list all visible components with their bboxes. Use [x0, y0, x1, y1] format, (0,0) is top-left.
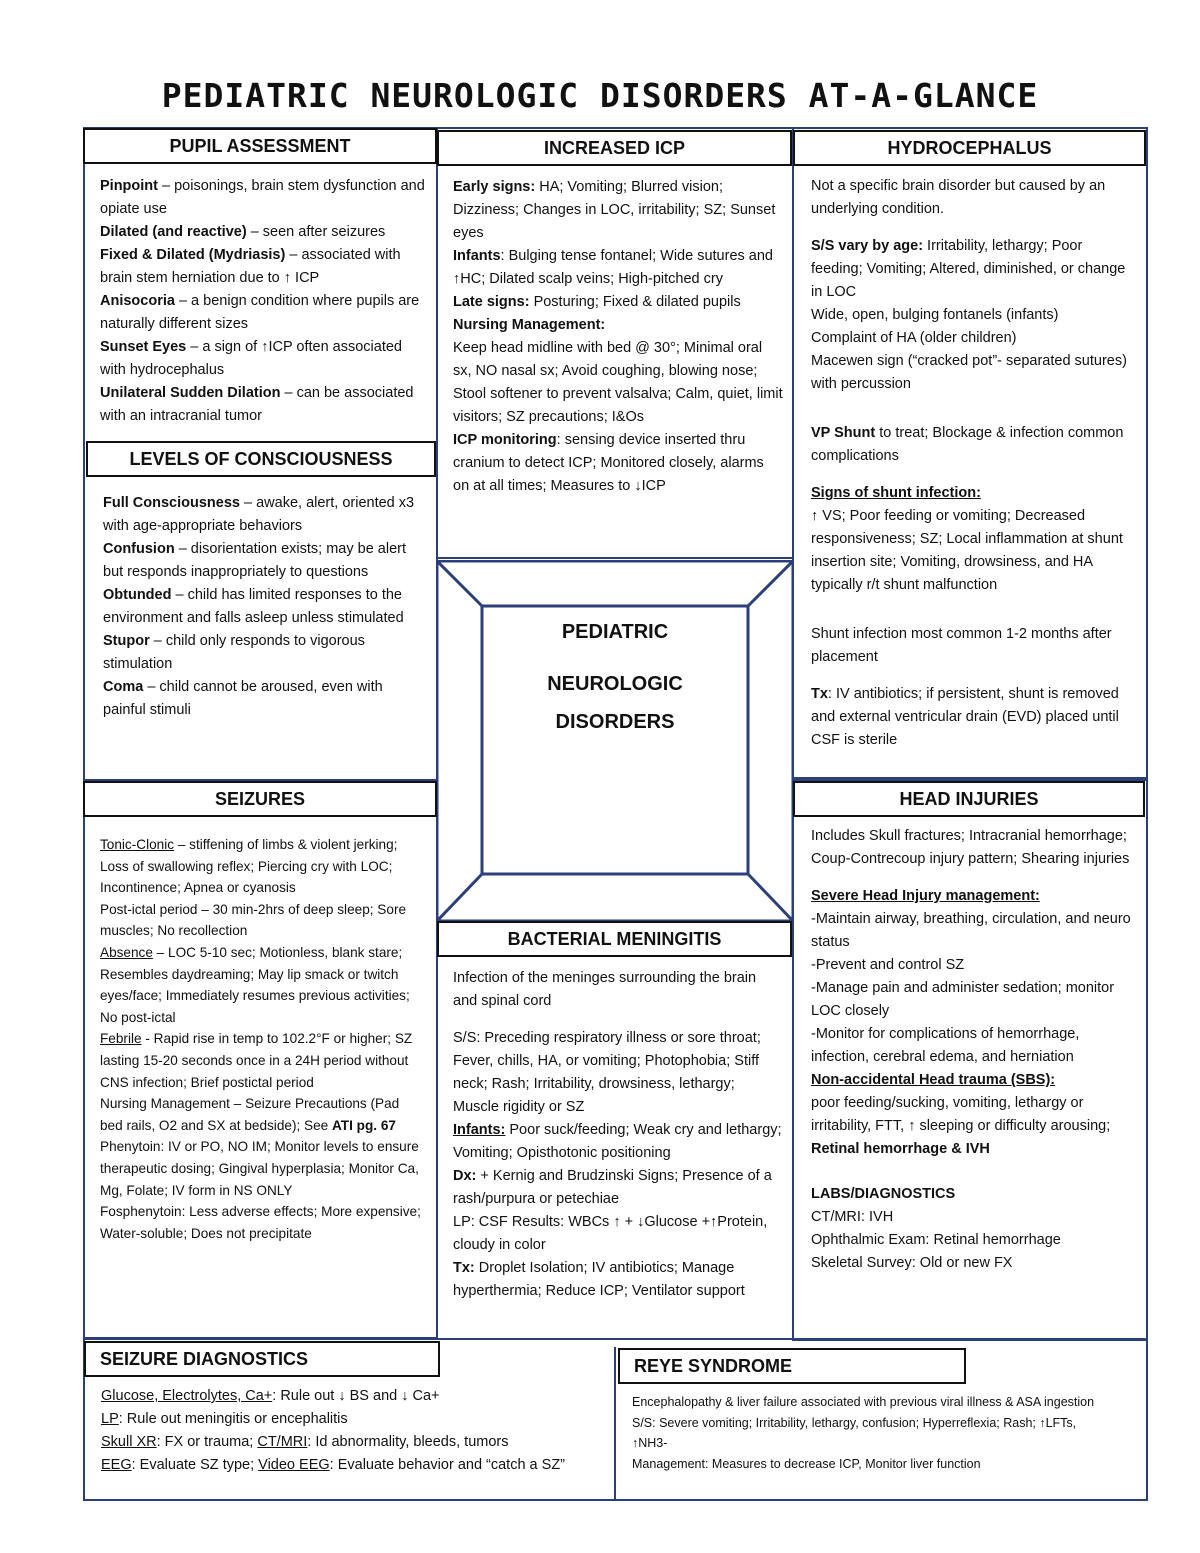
icp-late: Late signs: Posturing; Fixed & dilated pupils: [453, 294, 741, 310]
head-body: [811, 825, 1141, 1275]
center-line-2: NEUROLOGIC: [547, 673, 683, 695]
loc-body: [103, 492, 423, 722]
hydro-common: Shunt infection most common 1-2 months after placement: [811, 626, 1112, 665]
pupil-item: Anisocoria – a benign condition where pupils are naturally different sizes: [100, 293, 420, 332]
head-sbs-head: Non-accidental Head trauma (SBS):: [811, 1072, 1056, 1088]
head-sbs: poor feeding/sucking, vomiting, lethargy or irritability, FTT, ↑ sleeping or difficulty arousing; Retinal hemorrhage & IVH: [811, 1095, 1111, 1157]
hydro-tx: Tx: IV antibiotics; if persistent, shunt is removed and external ventricular drain (EVD) placed until CSF is sterile: [811, 686, 1119, 748]
head-lab: Skeletal Survey: Old or new FX: [811, 1255, 1013, 1271]
loc-header: LEVELS OF CONSCIOUSNESS: [86, 441, 436, 477]
meningitis-tx: Tx: Droplet Isolation; IV antibiotics; Manage hyperthermia; Reduce ICP; Ventilator support: [453, 1260, 745, 1299]
meningitis-header: BACTERIAL MENINGITIS: [437, 921, 792, 957]
hydro-line: Complaint of HA (older children): [811, 330, 1017, 346]
icp-body: [453, 176, 783, 498]
meningitis-lp: LP: CSF Results: WBCs ↑ + ↓Glucose +↑Protein, cloudy in color: [453, 1214, 768, 1253]
seizure-dx-body: [101, 1385, 611, 1477]
seizures-body: [100, 834, 425, 1244]
reye-line: Encephalopathy & liver failure associated with previous viral illness & ASA ingestion: [632, 1395, 1095, 1409]
head-intro: Includes Skull fractures; Intracranial hemorrhage; Coup-Contrecoup injury pattern; Shearing injuries: [811, 828, 1130, 867]
loc-item: Stupor – child only responds to vigorous stimulation: [103, 633, 365, 672]
page-title: PEDIATRIC NEUROLOGIC DISORDERS AT-A-GLANCE: [161, 76, 1039, 115]
meningitis-dx: Dx: + Kernig and Brudzinski Signs; Presence of a rash/purpura or petechiae: [453, 1168, 772, 1207]
pupil-header: PUPIL ASSESSMENT: [83, 128, 437, 164]
meningitis-infants: Infants: Poor suck/feeding; Weak cry and lethargy; Vomiting; Opisthotonic positioning: [453, 1122, 782, 1161]
seizure-nursing: Nursing Management – Seizure Precautions (Pad bed rails, O2 and SX at bedside); See ATI pg. 67: [100, 1096, 400, 1133]
hydro-line: Wide, open, bulging fontanels (infants): [811, 307, 1059, 323]
head-header: HEAD INJURIES: [793, 781, 1145, 817]
seizure-fosphenytoin: Fosphenytoin: Less adverse effects; More expensive; Water-soluble; Does not precipitate: [100, 1204, 421, 1241]
icp-early: Early signs: HA; Vomiting; Blurred vision; Dizziness; Changes in LOC, irritability; SZ; Sunset eyes: [453, 179, 776, 241]
pupil-item: Dilated (and reactive) – seen after seizures: [100, 224, 386, 240]
reye-line: Management: Measures to decrease ICP, Monitor liver function: [632, 1456, 981, 1471]
loc-item: Obtunded – child has limited responses to the environment and falls asleep unless stimulated: [103, 587, 404, 626]
reye-line: S/S: Severe vomiting; Irritability, lethargy, confusion; Hyperreflexia; Rash; ↑LFTs, ↑NH3-: [632, 1415, 1077, 1450]
seizure-phenytoin: Phenytoin: IV or PO, NO IM; Monitor levels to ensure therapeutic dosing; Gingival hyperplasia; Monitor Ca, Mg, Folate; IV form in NS ONLY: [100, 1139, 419, 1198]
dx-line: EEG: Evaluate SZ type; Video EEG: Evaluate behavior and “catch a SZ”: [101, 1457, 566, 1473]
seizure-absence: Absence – LOC 5-10 sec; Motionless, blank stare; Resembles daydreaming; May lip smack or twitch eyes/face; Immediately resumes previous activities; No post-ictal: [100, 944, 410, 1025]
head-lab: CT/MRI: IVH: [811, 1209, 894, 1225]
loc-item: Full Consciousness – awake, alert, oriented x3 with age-appropriate behaviors: [103, 495, 415, 534]
head-lab: Ophthalmic Exam: Retinal hemorrhage: [811, 1232, 1061, 1248]
icp-monitoring: ICP monitoring: sensing device inserted thru cranium to detect ICP; Monitored closely, alarms on at all times; Measures to ↓ICP: [453, 432, 764, 494]
reye-body: [632, 1392, 1112, 1474]
loc-item: Coma – child cannot be aroused, even with painful stimuli: [103, 679, 383, 718]
hydro-signs: ↑ VS; Poor feeding or vomiting; Decreased responsiveness; SZ; Local inflammation at shunt insertion site; Vomiting, drowsiness, and HA typically r/t shunt malfunction: [811, 508, 1123, 593]
center-line-1: PEDIATRIC: [561, 621, 669, 643]
head-mgmt: -Prevent and control SZ: [811, 957, 965, 973]
hydro-vp-shunt: VP Shunt to treat; Blockage & infection common complications: [811, 425, 1124, 464]
meningitis-body: [453, 967, 783, 1303]
seizures-header: SEIZURES: [83, 781, 437, 817]
meningitis-ss: S/S: Preceding respiratory illness or sore throat; Fever, chills, HA, or vomiting; Photophobia; Stiff neck; Rash; Irritability, drowsiness, lethargy; Muscle rigidity or SZ: [453, 1030, 761, 1115]
reye-header: REYE SYNDROME: [618, 1348, 966, 1384]
head-severe-head: Severe Head Injury management:: [811, 888, 1040, 904]
hydro-header: HYDROCEPHALUS: [793, 130, 1146, 166]
dx-line: Glucose, Electrolytes, Ca+: Rule out ↓ BS and ↓ Ca+: [101, 1388, 440, 1404]
pupil-item: Fixed & Dilated (Mydriasis) – associated with brain stem herniation due to ↑ ICP: [100, 247, 401, 286]
hydro-intro: Not a specific brain disorder but caused by an underlying condition.: [811, 178, 1106, 217]
hydro-body: [811, 175, 1136, 752]
pupil-item: Sunset Eyes – a sign of ↑ICP often associated with hydrocephalus: [100, 339, 403, 378]
hydro-signs-head: Signs of shunt infection:: [811, 485, 981, 501]
pupil-body: [100, 175, 425, 428]
head-labs-head: LABS/DIAGNOSTICS: [811, 1186, 956, 1202]
head-mgmt: -Maintain airway, breathing, circulation, and neuro status: [811, 911, 1131, 950]
dx-line: Skull XR: FX or trauma; CT/MRI: Id abnormality, bleeds, tumors: [101, 1434, 509, 1450]
seizure-tonic-clonic: Tonic-Clonic – stiffening of limbs & violent jerking; Loss of swallowing reflex; Piercing cry with LOC; Incontinence; Apnea or cyanosis: [100, 837, 398, 896]
pupil-item: Unilateral Sudden Dilation – can be associated with an intracranial tumor: [100, 385, 414, 424]
icp-infants: Infants: Bulging tense fontanel; Wide sutures and ↑HC; Dilated scalp veins; High-pitched cry: [453, 248, 773, 287]
icp-header: INCREASED ICP: [437, 130, 792, 166]
bottom-divider: [614, 1347, 616, 1499]
loc-item: Confusion – disorientation exists; may be alert but responds inappropriately to questions: [103, 541, 406, 580]
hydro-line: Macewen sign (“cracked pot”- separated sutures) with percussion: [811, 353, 1127, 392]
seizure-postictal: Post-ictal period – 30 min-2hrs of deep sleep; Sore muscles; No recollection: [100, 901, 407, 939]
head-mgmt: -Manage pain and administer sedation; monitor LOC closely: [811, 980, 1115, 1019]
icp-nursing: Keep head midline with bed @ 30°; Minimal oral sx, NO nasal sx; Avoid coughing, blowing nose; Stool softener to prevent valsalva; Calm, quiet, limit visitors; SZ precautions; I&Os: [453, 340, 783, 425]
hydro-ss: S/S vary by age: Irritability, lethargy; Poor feeding; Vomiting; Altered, diminished, or change in LOC: [811, 238, 1126, 300]
pupil-item: Pinpoint – poisonings, brain stem dysfunction and opiate use: [100, 178, 425, 217]
center-label: [482, 606, 748, 734]
seizure-febrile: Febrile - Rapid rise in temp to 102.2°F or higher; SZ lasting 15-20 seconds once in a 24H period without CNS infection; Brief postictal period: [100, 1031, 413, 1090]
head-mgmt: -Monitor for complications of hemorrhage, infection, cerebral edema, and herniation: [811, 1026, 1080, 1065]
dx-line: LP: Rule out meningitis or encephalitis: [101, 1411, 348, 1427]
meningitis-intro: Infection of the meninges surrounding the brain and spinal cord: [453, 970, 757, 1009]
seizure-dx-header: SEIZURE DIAGNOSTICS: [84, 1341, 440, 1377]
center-line-3: DISORDERS: [555, 711, 675, 733]
icp-nursing-head: Nursing Management:: [453, 317, 606, 333]
